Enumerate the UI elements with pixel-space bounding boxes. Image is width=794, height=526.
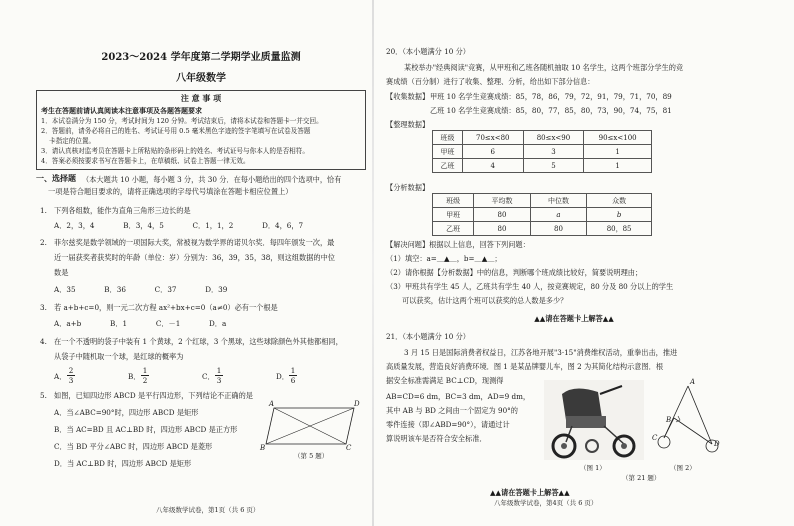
table-header: 班级 bbox=[433, 131, 463, 145]
table-header-row bbox=[433, 194, 652, 208]
question-text: 数是 bbox=[54, 268, 69, 277]
table-cell: 80 bbox=[474, 208, 530, 222]
structure-diagram bbox=[652, 378, 722, 462]
q20-intro: 赛成绩（百分制）进行了收集、整理、分析，给出如下部分信息： bbox=[386, 77, 595, 86]
notice-box bbox=[36, 90, 366, 170]
footer-right: 八年级数学试卷，第4页（共 6 页） bbox=[494, 499, 598, 507]
frac-den: 3 bbox=[216, 376, 222, 385]
analyze-table bbox=[432, 193, 652, 236]
frac-den: 3 bbox=[68, 376, 74, 385]
table-row bbox=[433, 159, 652, 173]
frac-num: 1 bbox=[290, 366, 296, 375]
q21-line: 零件连接（即∠ABD=90°），请通过计 bbox=[386, 420, 510, 429]
table-header: 70≤x<80 bbox=[462, 131, 523, 145]
table-cell: 乙班 bbox=[433, 222, 474, 236]
notice-line: 2．答题前，请务必将自己的姓名、考试证号用 0.5 毫米黑色字迹的签字笔填写在试卷及答题 bbox=[41, 127, 311, 135]
q20-intro: 某校举办"经典阅读"竞赛，从甲班和乙班各随机抽取 10 名学生，这两个班部分学生的竞 bbox=[404, 63, 684, 72]
answer-note: ▲▲请在答题卡上解答▲▲ bbox=[534, 314, 614, 323]
table-cell: 甲班 bbox=[433, 145, 463, 159]
section-intro: （本大题共 10 小题，每小题 3 分，共 30 分．在每小题给出的四个选项中，恰有 bbox=[82, 175, 342, 184]
q21-line: 其中 AB 与 BD 之间由一个固定为 90°的 bbox=[386, 406, 518, 415]
collect-label: 【收集数据】 bbox=[386, 92, 430, 101]
notice-line: 卡指定的位置。 bbox=[49, 137, 96, 145]
notice-line: 1．本试卷满分为 150 分，考试时间为 120 分钟。考试结束后，请将本试卷和答题卡一并交回。 bbox=[41, 117, 323, 125]
table-cell: 乙班 bbox=[433, 159, 463, 173]
exam-subject: 八年级数学 bbox=[176, 73, 226, 84]
table-cell: a bbox=[530, 208, 586, 222]
figure-caption: （第 21 题） bbox=[622, 474, 661, 482]
frac-den: 2 bbox=[142, 376, 148, 385]
right-page bbox=[382, 0, 766, 526]
option-a: A． bbox=[54, 372, 67, 381]
question-number: 4. bbox=[40, 337, 47, 346]
sub-question: （3）甲班共有学生 45 人，乙班共有学生 40 人，按竞赛规定，80 分及 80 分以上的学生 bbox=[386, 282, 674, 291]
q21-line: AB=CD=6 dm，BC=3 dm，AD=9 dm， bbox=[386, 392, 531, 401]
table-header: 中位数 bbox=[530, 194, 586, 208]
left-page bbox=[36, 0, 366, 526]
table-header: 80≤x<90 bbox=[523, 131, 584, 145]
fig2-label: B bbox=[666, 416, 672, 424]
q21-line: 3 月 15 日是国际消费者权益日，江苏各地开展"3·15"消费维权活动，重拳出击，推进 bbox=[404, 348, 678, 357]
analyze-label: 【分析数据】 bbox=[386, 183, 430, 192]
fig1-caption: （图 1） bbox=[580, 464, 606, 472]
table-cell: b bbox=[587, 208, 652, 222]
organize-table bbox=[432, 130, 652, 173]
table-row bbox=[433, 145, 652, 159]
question-number: 1. bbox=[40, 206, 47, 215]
table-cell: 甲班 bbox=[433, 208, 474, 222]
question-option: A．当∠ABC=90°时，四边形 ABCD 是矩形 bbox=[54, 408, 199, 417]
table-cell: 1 bbox=[584, 145, 652, 159]
fig2-label: D bbox=[714, 440, 720, 448]
table-cell: 5 bbox=[523, 159, 584, 173]
table-row bbox=[433, 222, 652, 236]
table-cell: 4 bbox=[462, 159, 523, 173]
fig5-label: C bbox=[346, 444, 352, 452]
frac-num: 1 bbox=[142, 366, 148, 375]
table-cell: 80 bbox=[474, 222, 530, 236]
collect-a: 甲班 10 名学生竞赛成绩：85，78，86，79，72，91，79，71，70，89 bbox=[430, 92, 672, 101]
table-cell: 1 bbox=[584, 159, 652, 173]
frac-num: 1 bbox=[216, 366, 222, 375]
q21-line: 高质量发展，营造良好消费环境．图 1 是某品牌婴儿车，图 2 为其简化结构示意图．根 bbox=[386, 362, 664, 371]
table-header-row bbox=[433, 131, 652, 145]
question-text: 若 a+b+c=0，则一元二次方程 ax²+bx+c=0（a≠0）必有一个根是 bbox=[54, 303, 278, 312]
fig5-label: D bbox=[354, 400, 360, 408]
frac-num: 2 bbox=[68, 366, 74, 375]
question-options: A．2，3，4 B．3，4，5 C．1，1，2 D．4，6，7 bbox=[54, 221, 304, 230]
figure-caption: （第 5 题） bbox=[294, 452, 329, 460]
sub-question: 可以获奖，估计这两个班可以获奖的总人数是多少？ bbox=[402, 296, 568, 305]
table-header: 班级 bbox=[433, 194, 474, 208]
q20-heading: 20．（本小题满分 10 分） bbox=[386, 47, 470, 56]
sub-question: （1）填空：a=＿▲＿，b=＿▲＿； bbox=[386, 254, 502, 263]
question-text: 在一个不透明的袋子中装有 1 个黄球，2 个红球，3 个黑球，这些球除颜色外其他都相同， bbox=[54, 337, 343, 346]
option-b: B． bbox=[128, 372, 141, 381]
solve-label: 【解决问题】根据以上信息，回答下列问题： bbox=[386, 240, 530, 249]
question-number: 5. bbox=[40, 391, 47, 400]
q21-heading: 21．（本小题满分 10 分） bbox=[386, 332, 470, 341]
organize-label: 【整理数据】 bbox=[386, 120, 430, 129]
table-row bbox=[433, 208, 652, 222]
table-cell: 6 bbox=[462, 145, 523, 159]
fig2-label: C bbox=[652, 434, 658, 442]
notice-title: 注 意 事 项 bbox=[180, 93, 222, 103]
table-cell: 80，85 bbox=[587, 222, 652, 236]
answer-note: ▲▲请在答题卡上解答▲▲ bbox=[490, 488, 570, 497]
option-d: D． bbox=[276, 372, 289, 381]
collect-b: 乙班 10 名学生竞赛成绩：85，80，77，85，80，73，90，74，75，81 bbox=[430, 106, 672, 115]
table-cell: 80 bbox=[530, 222, 586, 236]
question-option: C．当 BD 平分∠ABC 时，四边形 ABCD 是菱形 bbox=[54, 442, 213, 451]
notice-line: 4．答案必须按要求书写在答题卡上，在草稿纸、试卷上答题一律无效。 bbox=[41, 157, 250, 165]
fig5-label: A bbox=[269, 400, 275, 408]
notice-line: 3．请认真核对监考员在答题卡上所粘贴的条形码上的姓名、考试证号与你本人的是否相符。 bbox=[41, 147, 309, 155]
fig5-label: B bbox=[260, 444, 266, 452]
table-header: 平均数 bbox=[474, 194, 530, 208]
footer-left: 八年级数学试卷，第1页（共 6 页） bbox=[156, 506, 260, 514]
notice-subtitle: 考生在答题前请认真阅读本注意事项及各题答题要求 bbox=[41, 106, 202, 115]
question-text: 从袋子中随机取一个球，是红球的概率为 bbox=[54, 352, 184, 361]
question-text: 菲尔兹奖是数学领域的一项国际大奖，常被视为数学界的诺贝尔奖．每四年颁发一次，最 bbox=[54, 238, 335, 247]
frac-den: 6 bbox=[290, 376, 296, 385]
question-options: A．35 B．36 C．37 D．39 bbox=[54, 285, 228, 294]
question-options: A．a+b B．1 C．－1 D．a bbox=[54, 319, 227, 328]
question-option: D．当 AC⊥BD 时，四边形 ABCD 是矩形 bbox=[54, 459, 192, 468]
question-number: 3. bbox=[40, 303, 47, 312]
exam-title: 2023～2024 学年度第二学期学业质量监测 bbox=[101, 52, 301, 63]
question-text: 如图，已知四边形 ABCD 是平行四边形，下列结论不正确的是 bbox=[54, 391, 253, 400]
section-intro: 一项是符合题目要求的，请将正确选项的字母代号填涂在答题卡相应位置上） bbox=[48, 187, 293, 196]
table-cell: 3 bbox=[523, 145, 584, 159]
sub-question: （2）请你根据【分析数据】中的信息，判断哪个班成绩比较好，简要说明理由； bbox=[386, 268, 643, 277]
fig2-caption: （图 2） bbox=[670, 464, 696, 472]
q21-line: 据安全标准需满足 BC⊥CD，现测得 bbox=[386, 376, 504, 385]
section-heading: 一、选择题 bbox=[36, 173, 76, 183]
question-text: 下列各组数，能作为直角三角形三边长的是 bbox=[54, 206, 191, 215]
table-header: 90≤x<100 bbox=[584, 131, 652, 145]
question-text: 近一届获奖者获奖时的年龄（单位：岁）分别为：36，39，35，38，则这组数据的中位 bbox=[54, 253, 335, 262]
option-c: C． bbox=[202, 372, 215, 381]
question-option: B．当 AC=BD 且 AC⊥BD 时，四边形 ABCD 是正方形 bbox=[54, 425, 238, 434]
question-number: 2. bbox=[40, 238, 47, 247]
fig2-label: A bbox=[690, 378, 696, 386]
q21-line: 算说明该车是否符合安全标准． bbox=[386, 434, 487, 443]
table-header: 众数 bbox=[587, 194, 652, 208]
stroller-photo bbox=[544, 380, 644, 460]
page-fold bbox=[372, 0, 374, 526]
